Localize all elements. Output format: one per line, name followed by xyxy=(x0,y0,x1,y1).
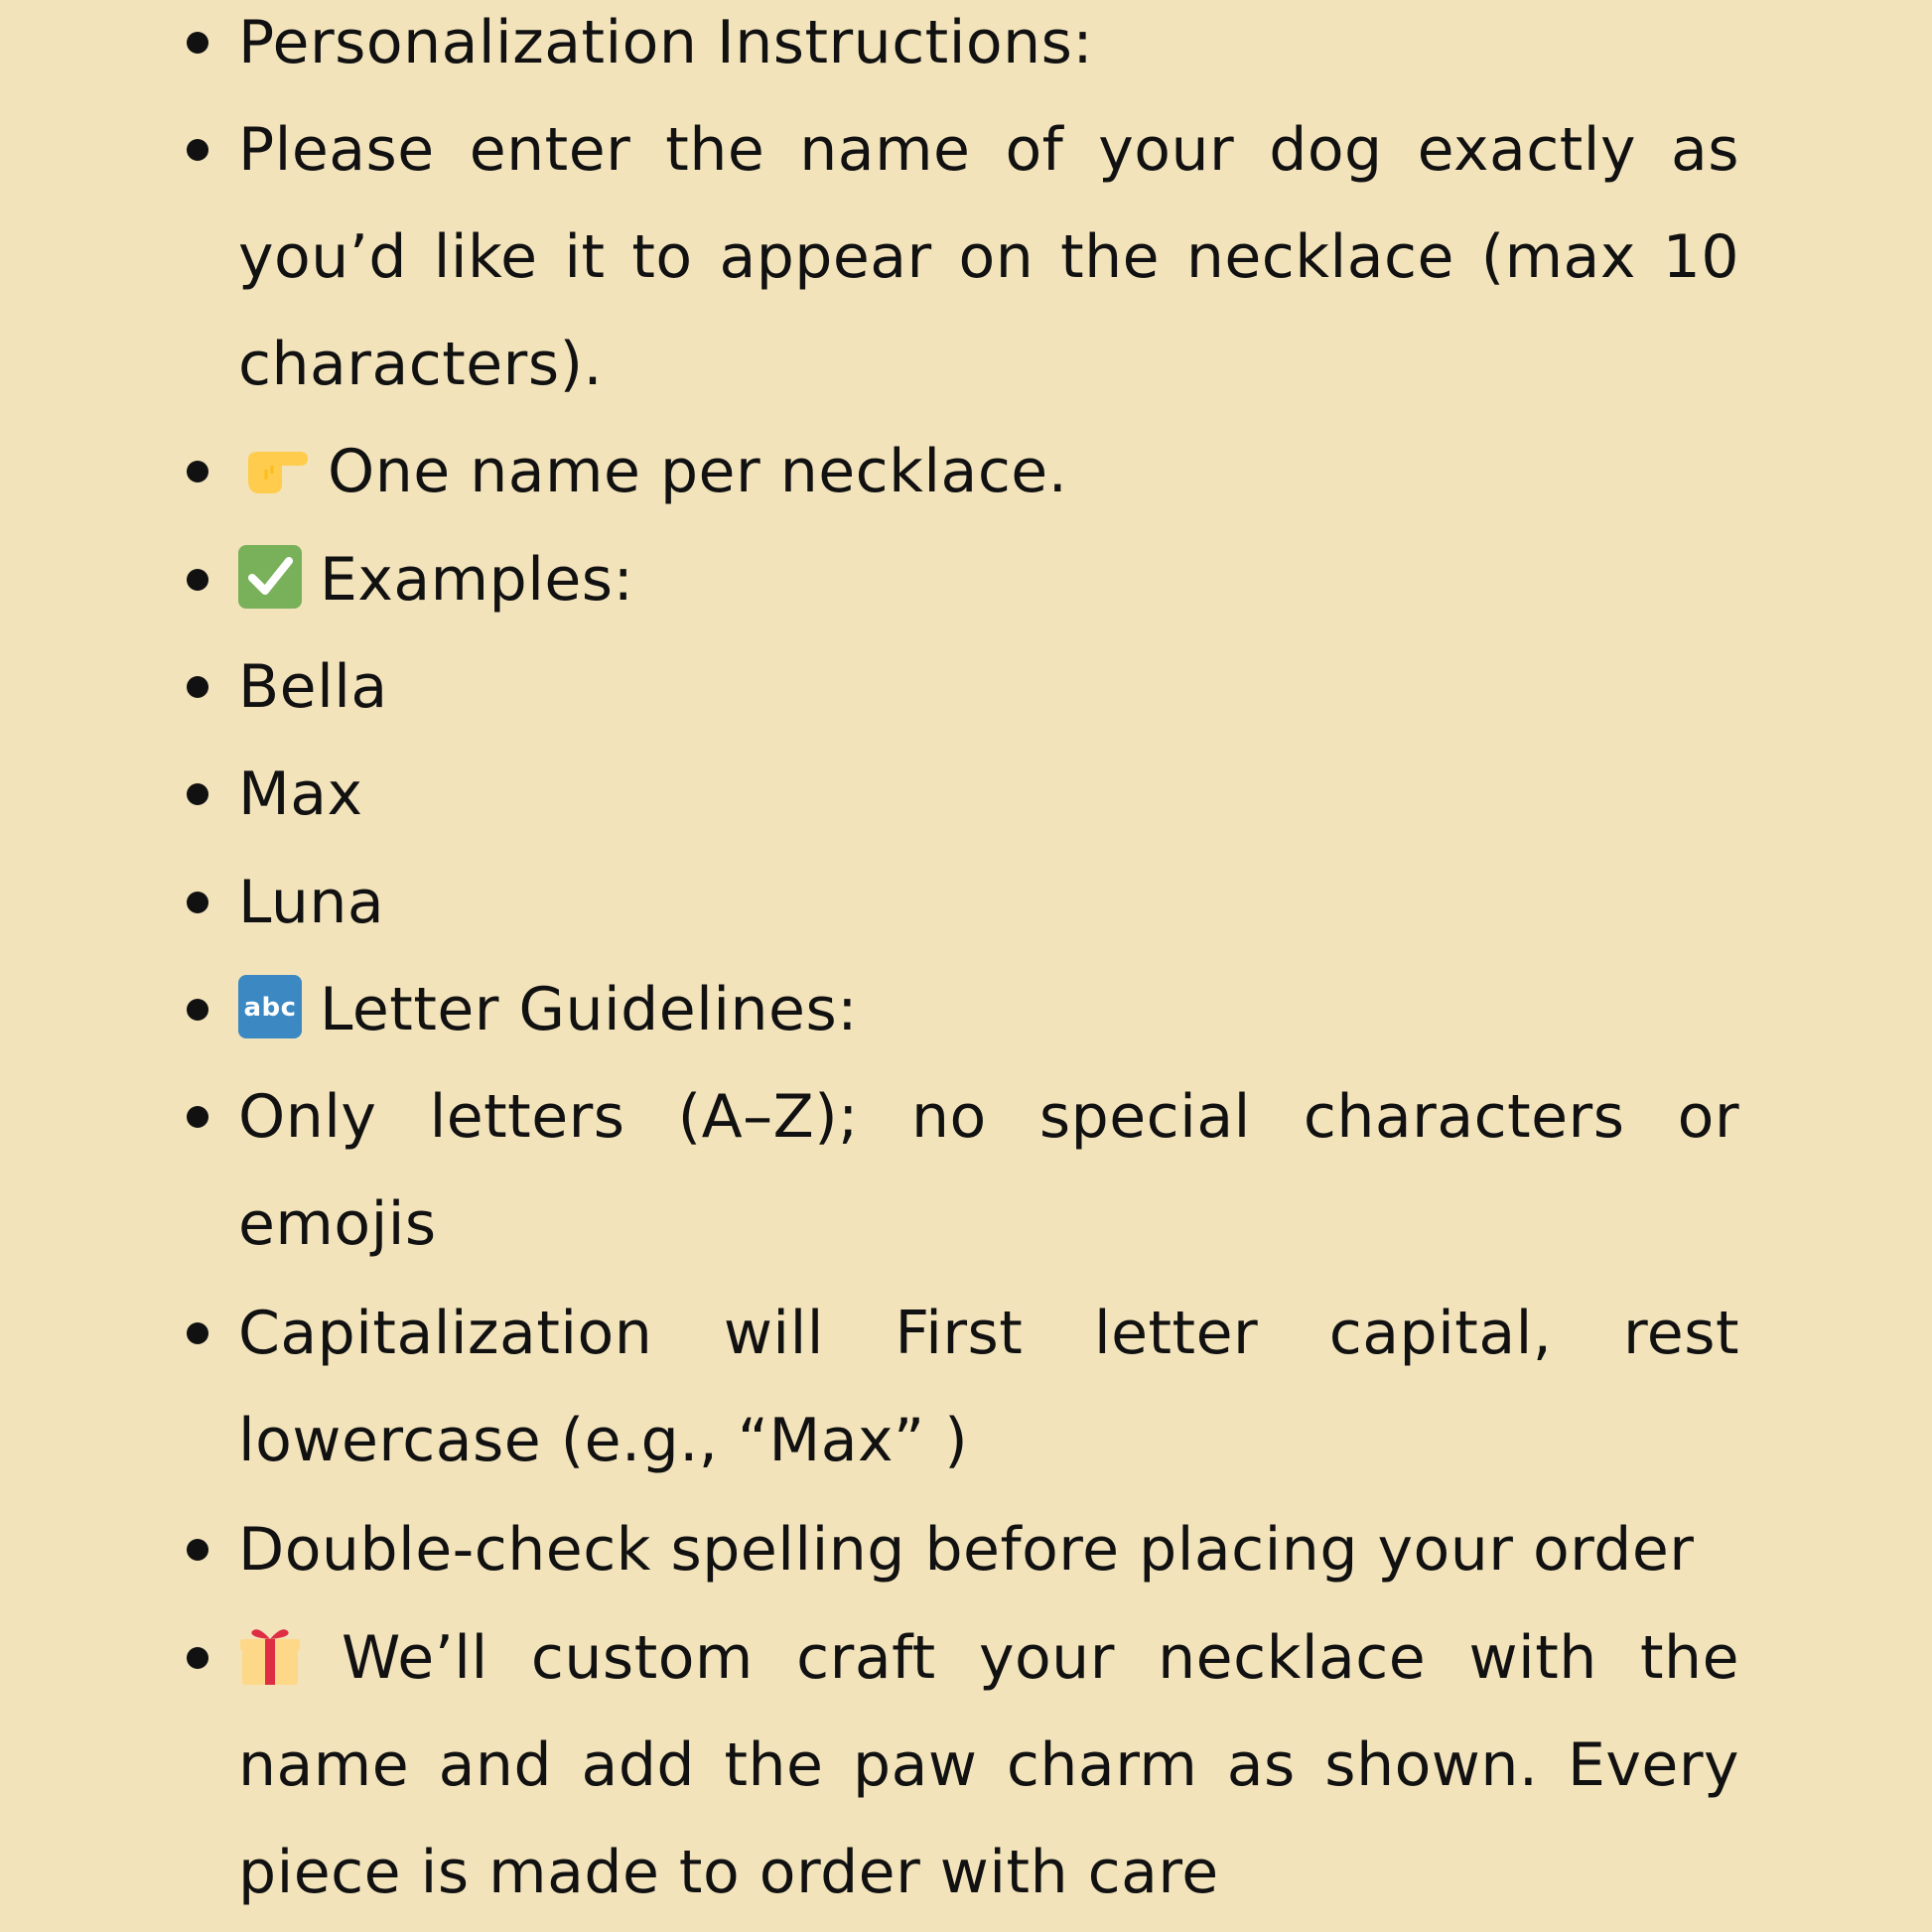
list-item-only-letters xyxy=(0,1063,1932,1282)
list-item-text: Capitalization will First letter capital, rest lowercase (e.g., “Max” ) xyxy=(238,1299,1739,1475)
list-item-capitalization xyxy=(0,1280,1932,1498)
list-item-custom-craft xyxy=(0,1604,1932,1932)
bullet xyxy=(187,999,208,1021)
list-item-one-name xyxy=(0,418,1932,525)
list-item-example-luna xyxy=(0,849,1932,956)
list-item-text: Letter Guidelines: xyxy=(320,975,858,1044)
list-item-text: One name per necklace. xyxy=(328,437,1068,506)
list-item-text-wrap xyxy=(238,1604,1739,1932)
bullet xyxy=(187,461,208,483)
bullet xyxy=(187,569,208,591)
bullet xyxy=(187,1647,208,1669)
list-item-example-bella xyxy=(0,633,1932,741)
bullet xyxy=(187,1322,208,1344)
gift-icon xyxy=(238,1623,302,1687)
list-item-text: Bella xyxy=(238,652,388,722)
list-item-text: Only letters (A–Z); no special characters or emojis xyxy=(238,1082,1739,1259)
bullet xyxy=(187,32,208,54)
svg-text:abc: abc xyxy=(243,993,297,1024)
list-item-text-wrap xyxy=(238,956,1739,1063)
list-item-text: Please enter the name of your dog exactly as you’d like it to appear on the necklace (max 10 characters). xyxy=(238,115,1739,399)
bullet xyxy=(187,783,208,805)
list-item-text: Personalization Instructions: xyxy=(238,8,1094,77)
list-item-examples xyxy=(0,526,1932,633)
list-item-text-wrap xyxy=(238,418,1739,525)
pointing-hand-icon xyxy=(238,440,310,497)
list-item-text: We’ll custom craft your necklace with the name and add the paw charm as shown. Every piece is made to order with care xyxy=(238,1623,1739,1907)
bullet xyxy=(187,1539,208,1561)
list-item-text-wrap xyxy=(238,526,1739,633)
bullet xyxy=(187,892,208,913)
bullet xyxy=(187,139,208,161)
list-item-example-max xyxy=(0,741,1932,848)
list-item-text: Luna xyxy=(238,868,385,937)
abc-icon xyxy=(238,975,302,1038)
list-item-enter-name xyxy=(0,96,1932,424)
list-item-letter-guidelines xyxy=(0,956,1932,1063)
list-item-text: Examples: xyxy=(320,545,634,615)
list-item-double-check xyxy=(0,1496,1932,1603)
list-item-personalization-instructions xyxy=(0,0,1932,96)
bullet xyxy=(187,676,208,698)
check-mark-icon xyxy=(238,545,302,609)
bullet xyxy=(187,1106,208,1128)
list-item-text: Max xyxy=(238,759,363,829)
list-item-text: Double-check spelling before placing your order xyxy=(238,1515,1695,1585)
